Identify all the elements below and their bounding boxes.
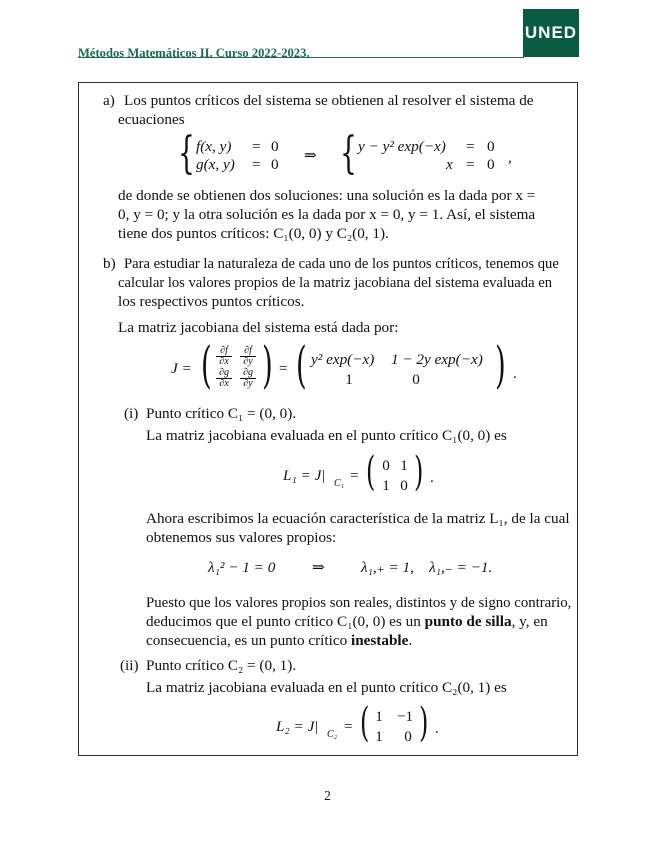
L1-eq: = [350,467,359,484]
char-eq-implies: ⇒ [312,559,325,576]
L2-m22: 0 [404,728,412,745]
L2-m12: −1 [396,708,414,725]
conclusion-line3: consecuencia, es un punto crítico inestable. [146,632,413,649]
item-b-line1: Para estudiar la naturaleza de cada uno de los puntos críticos, tenemos que [124,256,559,272]
course-title: Métodos Matemáticos II. Curso 2022-2023. [78,46,310,60]
partial-f-y: $\frac{\partial f}{\partial y}$ [240,346,256,367]
sys2-r1-lhs: y − y² exp(−x) [358,138,446,155]
jac-m21: 1 [345,371,353,388]
jac-m11: y² exp(−x) [311,351,375,368]
item-a-para-line3: tiene dos puntos críticos: C₁(0, 0) y C₂(0, 1). [118,225,389,242]
L1-m22: 0 [400,477,408,494]
jacobian-lhs: J = [171,360,192,377]
item-a-para-line1: de donde se obtienen dos soluciones: una solución es la dada por x = [118,187,536,204]
sys1-r2-rhs: 0 [271,156,279,173]
char-eq-lhs: λ₁² − 1 = 0 [208,559,276,576]
L2-right-paren: ) [419,700,429,746]
jac-left-paren-2: ( [296,336,307,394]
unstable-term: inestable [350,632,409,649]
char-eq-line2: obtenemos sus valores propios: [146,529,337,546]
L1-m12: 1 [400,457,408,474]
L1-lhs: L₁ = J| [283,467,326,484]
jacobian-period: . [513,365,517,382]
left-brace-1: { [178,128,195,179]
partial-g-y: $\frac{\partial g}{\partial y}$ [240,368,256,389]
item-b-marker: b) [103,255,116,272]
case-i-title: Punto crítico C₁ = (0, 0). [146,405,297,422]
jac-m12: 1 − 2y exp(−x) [391,351,483,368]
sys2-r2-lhs: x [446,156,453,173]
jacobian-intro: La matriz jacobiana del sistema está dada por: [118,319,399,336]
sys1-r1-rhs: 0 [271,138,279,155]
left-brace-2: { [340,128,357,179]
jacobian-eq: = [279,360,288,377]
conclusion-line2: deducimos que el punto crítico C₁(0, 0) es un punto de silla, y, en [146,613,548,630]
char-eq-line1: Ahora escribimos la ecuación característica de la matriz L₁, de la cual [146,510,570,527]
case-ii-title: Punto crítico C₂ = (0, 1). [146,657,297,674]
sys2-r2-eq: = [466,156,475,173]
L1-left-paren: ( [366,449,376,495]
L2-left-paren: ( [360,700,370,746]
L2-lhs: L₂ = J| [276,718,319,735]
uned-logo: UNED [523,9,579,57]
jac-right-paren-1: ) [262,336,273,394]
jac-m22: 0 [412,371,420,388]
sys-comma: , [508,149,512,166]
sys1-r1-lhs: f(x, y) [196,138,232,155]
partial-g-x: $\frac{\partial g}{\partial x}$ [216,368,232,389]
L2-m11: 1 [375,708,383,725]
sys1-r2-lhs: g(x, y) [196,156,235,173]
item-b-line2: calcular los valores propios de la matriz jacobiana del sistema evaluada en [118,275,552,291]
page-number: 2 [324,788,331,803]
case-i-eval: La matriz jacobiana evaluada en el punto crítico C₁(0, 0) es [146,427,507,444]
partial-f-x: $\frac{\partial f}{\partial x}$ [216,346,232,367]
item-a-line1: Los puntos críticos del sistema se obtienen al resolver el sistema de [124,92,534,109]
L2-period: . [435,720,439,737]
eigenvalues: λ₁,₊ = 1, λ₁,₋ = −1. [361,559,493,576]
L1-period: . [430,469,434,486]
item-a-para-line2: 0, y = 0; y la otra solución es la dada por x = 0, y = 1. Así, el sistema [118,206,536,223]
sys2-r1-rhs: 0 [487,138,495,155]
sys1-r1-eq: = [252,138,261,155]
item-a-line2: ecuaciones [118,111,185,128]
L1-right-paren: ) [414,449,424,495]
sys2-r1-eq: = [466,138,475,155]
case-ii-marker: (ii) [120,657,139,674]
saddle-point-term: punto de silla [424,613,512,630]
item-a-marker: a) [103,92,115,109]
case-i-marker: (i) [124,405,139,422]
L1-subscript: C₁ [334,478,345,489]
sys2-r2-rhs: 0 [487,156,495,173]
L2-subscript: C₂ [327,729,338,740]
header-rule [78,57,524,58]
sys1-r2-eq: = [252,156,261,173]
item-b-line3: los respectivos puntos críticos. [118,293,305,310]
implies-arrow-1: ⇒ [304,147,317,164]
jac-right-paren-2: ) [495,336,506,394]
L1-m21: 1 [382,477,390,494]
conclusion-line1: Puesto que los valores propios son reales, distintos y de signo contrario, [146,595,572,611]
L2-m21: 1 [375,728,383,745]
case-ii-eval: La matriz jacobiana evaluada en el punto crítico C₂(0, 1) es [146,679,507,696]
jac-left-paren-1: ( [201,336,212,394]
L2-eq: = [344,718,353,735]
L1-m11: 0 [382,457,390,474]
